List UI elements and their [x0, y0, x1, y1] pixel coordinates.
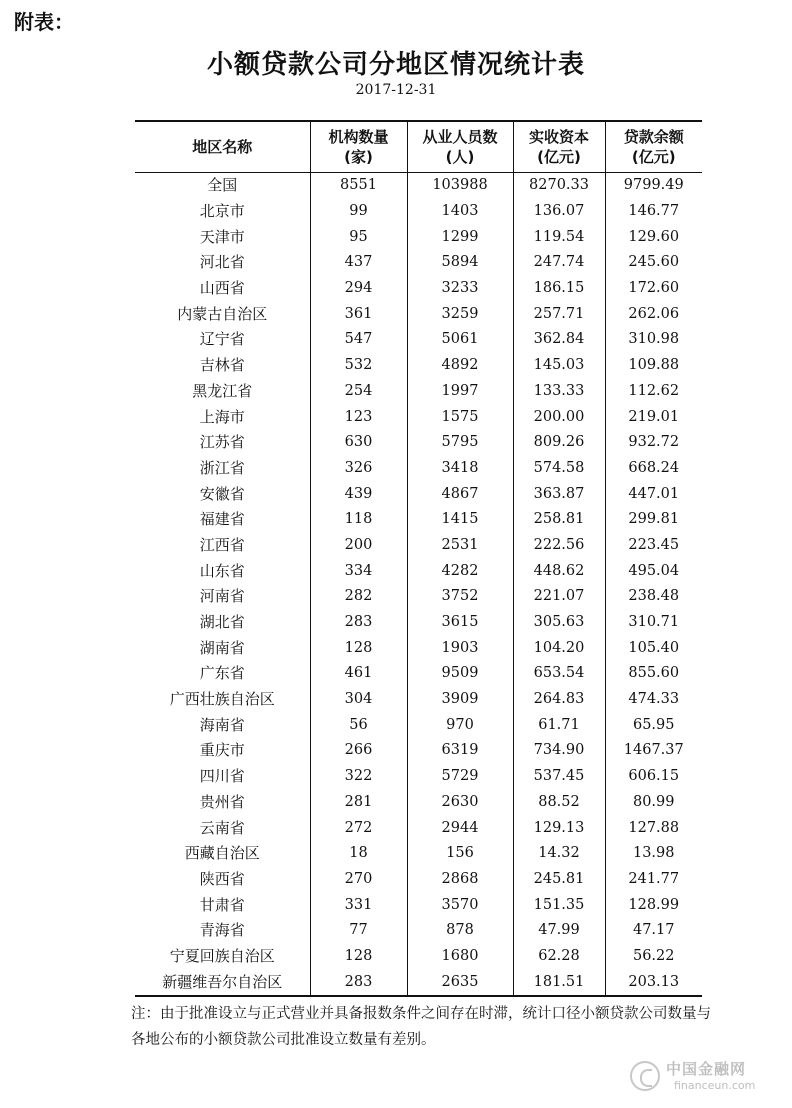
- table-row: [135, 610, 702, 636]
- cell-institutions: 331: [310, 892, 407, 918]
- cell-loan-balance: 241.77: [605, 867, 702, 893]
- cell-region: 河南省: [199, 587, 245, 606]
- cell-employees: 2868: [407, 867, 513, 893]
- cell-institutions: 18: [310, 841, 407, 867]
- cell-institutions: 437: [310, 250, 407, 276]
- cell-institutions: 283: [310, 969, 407, 996]
- cell-loan-balance: 80.99: [605, 790, 702, 816]
- cell-loan-balance: 13.98: [605, 841, 702, 867]
- cell-employees: 9509: [407, 661, 513, 687]
- cell-paid-in-capital: 809.26: [513, 430, 605, 456]
- cell-institutions: 123: [310, 404, 407, 430]
- table-row: [135, 892, 702, 918]
- header-capital-unit: (亿元): [537, 148, 581, 166]
- cell-institutions: 128: [310, 944, 407, 970]
- cell-institutions: 200: [310, 533, 407, 559]
- cell-paid-in-capital: 119.54: [513, 224, 605, 250]
- cell-region: 吉林省: [199, 356, 245, 375]
- cell-loan-balance: 172.60: [605, 276, 702, 302]
- table-row: [135, 790, 702, 816]
- cell-region: 内蒙古自治区: [177, 304, 268, 323]
- cell-paid-in-capital: 136.07: [513, 199, 605, 225]
- cell-region: 新疆维吾尔自治区: [162, 972, 283, 991]
- cell-institutions: 118: [310, 507, 407, 533]
- cell-region: 甘肃省: [199, 895, 245, 914]
- cell-loan-balance: 56.22: [605, 944, 702, 970]
- cell-institutions: 532: [310, 353, 407, 379]
- attachment-label: 附表：: [14, 10, 74, 34]
- table-row: [135, 379, 702, 405]
- cell-employees: 1403: [407, 199, 513, 225]
- cell-region: 河北省: [199, 253, 245, 272]
- cell-paid-in-capital: 448.62: [513, 558, 605, 584]
- table-row: [135, 918, 702, 944]
- cell-paid-in-capital: 62.28: [513, 944, 605, 970]
- cell-employees: 3909: [407, 687, 513, 713]
- header-capital-label: 实收资本: [528, 128, 589, 146]
- cell-institutions: 8551: [310, 173, 407, 199]
- cell-employees: 1299: [407, 224, 513, 250]
- cell-employees: 3752: [407, 584, 513, 610]
- cell-paid-in-capital: 145.03: [513, 353, 605, 379]
- cell-institutions: 266: [310, 738, 407, 764]
- table-row: [135, 764, 702, 790]
- cell-region: 青海省: [199, 921, 245, 940]
- cell-region: 陕西省: [199, 869, 245, 888]
- cell-region: 浙江省: [199, 458, 245, 477]
- cell-loan-balance: 310.98: [605, 327, 702, 353]
- cell-region: 北京市: [199, 202, 245, 221]
- cell-paid-in-capital: 221.07: [513, 584, 605, 610]
- cell-employees: 103988: [407, 173, 513, 199]
- cell-institutions: 95: [310, 224, 407, 250]
- cell-loan-balance: 112.62: [605, 379, 702, 405]
- cell-loan-balance: 1467.37: [605, 738, 702, 764]
- cell-institutions: 630: [310, 430, 407, 456]
- table-row: [135, 199, 702, 225]
- cell-loan-balance: 146.77: [605, 199, 702, 225]
- cell-paid-in-capital: 186.15: [513, 276, 605, 302]
- cell-region: 宁夏回族自治区: [169, 946, 275, 965]
- cell-loan-balance: 606.15: [605, 764, 702, 790]
- cell-institutions: 547: [310, 327, 407, 353]
- cell-employees: 4867: [407, 481, 513, 507]
- cell-loan-balance: 109.88: [605, 353, 702, 379]
- cell-region: 福建省: [199, 510, 245, 529]
- table-row: [135, 969, 702, 996]
- cell-paid-in-capital: 222.56: [513, 533, 605, 559]
- table-row: [135, 712, 702, 738]
- cell-employees: 1903: [407, 635, 513, 661]
- cell-loan-balance: 219.01: [605, 404, 702, 430]
- cell-region: 海南省: [199, 715, 245, 734]
- cell-paid-in-capital: 574.58: [513, 456, 605, 482]
- cell-employees: 970: [407, 712, 513, 738]
- table-row: [135, 533, 702, 559]
- cell-paid-in-capital: 247.74: [513, 250, 605, 276]
- cell-paid-in-capital: 104.20: [513, 635, 605, 661]
- cell-region: 江苏省: [199, 433, 245, 452]
- header-institutions-unit: (家): [344, 148, 373, 166]
- cell-paid-in-capital: 245.81: [513, 867, 605, 893]
- cell-loan-balance: 127.88: [605, 815, 702, 841]
- header-institutions: [310, 121, 407, 173]
- footnote: 注：由于批准设立与正式营业并具备报数条件之间存在时滞，统计口径小额贷款公司数量与各地公布的小额贷款公司批准设立数量有差别。: [131, 1006, 711, 1048]
- cell-employees: 5729: [407, 764, 513, 790]
- cell-paid-in-capital: 8270.33: [513, 173, 605, 199]
- cell-loan-balance: 65.95: [605, 712, 702, 738]
- cell-institutions: 77: [310, 918, 407, 944]
- table-row: [135, 661, 702, 687]
- table-body: [135, 173, 702, 997]
- cell-paid-in-capital: 14.32: [513, 841, 605, 867]
- table-row: [135, 301, 702, 327]
- cell-institutions: 270: [310, 867, 407, 893]
- cell-institutions: 281: [310, 790, 407, 816]
- cell-paid-in-capital: 88.52: [513, 790, 605, 816]
- cell-region: 安徽省: [199, 484, 245, 503]
- table-header-row: [135, 121, 702, 173]
- cell-employees: 5894: [407, 250, 513, 276]
- cell-institutions: 254: [310, 379, 407, 405]
- cell-institutions: 128: [310, 635, 407, 661]
- cell-loan-balance: 855.60: [605, 661, 702, 687]
- cell-employees: 6319: [407, 738, 513, 764]
- table-row: [135, 173, 702, 199]
- cell-institutions: 99: [310, 199, 407, 225]
- cell-institutions: 322: [310, 764, 407, 790]
- table-row: [135, 353, 702, 379]
- cell-institutions: 56: [310, 712, 407, 738]
- cell-region: 江西省: [199, 535, 245, 554]
- cell-employees: 1680: [407, 944, 513, 970]
- cell-region: 黑龙江省: [192, 381, 253, 400]
- cell-employees: 3570: [407, 892, 513, 918]
- cell-employees: 156: [407, 841, 513, 867]
- table-row: [135, 327, 702, 353]
- cell-loan-balance: 238.48: [605, 584, 702, 610]
- watermark-logo-icon: [630, 1061, 660, 1091]
- cell-paid-in-capital: 653.54: [513, 661, 605, 687]
- cell-paid-in-capital: 133.33: [513, 379, 605, 405]
- table-row: [135, 687, 702, 713]
- cell-paid-in-capital: 200.00: [513, 404, 605, 430]
- table-row: [135, 276, 702, 302]
- cell-loan-balance: 495.04: [605, 558, 702, 584]
- cell-institutions: 283: [310, 610, 407, 636]
- table-row: [135, 558, 702, 584]
- statistics-table: [135, 120, 702, 997]
- report-date: 2017-12-31: [355, 82, 437, 98]
- cell-region: 广东省: [199, 664, 245, 683]
- header-employees-label: 从业人员数: [422, 128, 498, 146]
- header-employees-unit: (人): [445, 148, 475, 166]
- cell-loan-balance: 668.24: [605, 456, 702, 482]
- table-row: [135, 738, 702, 764]
- cell-employees: 2635: [407, 969, 513, 996]
- cell-paid-in-capital: 257.71: [513, 301, 605, 327]
- cell-loan-balance: 129.60: [605, 224, 702, 250]
- cell-region: 天津市: [199, 227, 245, 246]
- cell-loan-balance: 9799.49: [605, 173, 702, 199]
- cell-institutions: 461: [310, 661, 407, 687]
- table-row: [135, 507, 702, 533]
- header-region: [135, 121, 310, 173]
- cell-employees: 3259: [407, 301, 513, 327]
- header-paid-in-capital: [513, 121, 605, 173]
- table-row: [135, 456, 702, 482]
- cell-employees: 2531: [407, 533, 513, 559]
- table-row: [135, 430, 702, 456]
- cell-paid-in-capital: 61.71: [513, 712, 605, 738]
- cell-paid-in-capital: 129.13: [513, 815, 605, 841]
- table-row: [135, 944, 702, 970]
- table-row: [135, 404, 702, 430]
- cell-institutions: 272: [310, 815, 407, 841]
- cell-loan-balance: 223.45: [605, 533, 702, 559]
- cell-paid-in-capital: 305.63: [513, 610, 605, 636]
- cell-employees: 5061: [407, 327, 513, 353]
- cell-loan-balance: 262.06: [605, 301, 702, 327]
- header-institutions-label: 机构数量: [328, 128, 389, 146]
- page-title: 小额贷款公司分地区情况统计表: [206, 50, 585, 80]
- cell-paid-in-capital: 537.45: [513, 764, 605, 790]
- cell-loan-balance: 299.81: [605, 507, 702, 533]
- cell-region: 重庆市: [199, 741, 245, 760]
- cell-employees: 3615: [407, 610, 513, 636]
- table-row: [135, 815, 702, 841]
- header-loan-balance: [605, 121, 702, 173]
- cell-loan-balance: 447.01: [605, 481, 702, 507]
- header-loan-label: 贷款余额: [623, 128, 684, 146]
- cell-paid-in-capital: 734.90: [513, 738, 605, 764]
- cell-loan-balance: 932.72: [605, 430, 702, 456]
- table-row: [135, 224, 702, 250]
- cell-paid-in-capital: 258.81: [513, 507, 605, 533]
- cell-employees: 3233: [407, 276, 513, 302]
- cell-institutions: 294: [310, 276, 407, 302]
- cell-institutions: 439: [310, 481, 407, 507]
- cell-region: 湖北省: [199, 613, 245, 632]
- cell-paid-in-capital: 362.84: [513, 327, 605, 353]
- cell-region: 云南省: [199, 818, 245, 837]
- cell-region: 四川省: [199, 767, 245, 786]
- watermark-name: 中国金融网: [666, 1060, 747, 1078]
- table-row: [135, 584, 702, 610]
- cell-paid-in-capital: 47.99: [513, 918, 605, 944]
- cell-loan-balance: 203.13: [605, 969, 702, 996]
- cell-loan-balance: 310.71: [605, 610, 702, 636]
- cell-loan-balance: 105.40: [605, 635, 702, 661]
- cell-institutions: 282: [310, 584, 407, 610]
- cell-region: 广西壮族自治区: [169, 690, 275, 709]
- watermark: [630, 1058, 778, 1096]
- cell-loan-balance: 474.33: [605, 687, 702, 713]
- cell-employees: 2944: [407, 815, 513, 841]
- cell-employees: 4892: [407, 353, 513, 379]
- cell-employees: 1997: [407, 379, 513, 405]
- cell-paid-in-capital: 181.51: [513, 969, 605, 996]
- cell-loan-balance: 128.99: [605, 892, 702, 918]
- cell-institutions: 304: [310, 687, 407, 713]
- cell-institutions: 334: [310, 558, 407, 584]
- table-row: [135, 841, 702, 867]
- cell-region: 山西省: [199, 279, 245, 298]
- cell-region: 全国: [207, 176, 238, 195]
- cell-loan-balance: 47.17: [605, 918, 702, 944]
- cell-region: 湖南省: [199, 638, 245, 657]
- cell-region: 西藏自治区: [184, 844, 260, 863]
- cell-employees: 5795: [407, 430, 513, 456]
- cell-region: 贵州省: [199, 792, 245, 811]
- table-row: [135, 867, 702, 893]
- cell-paid-in-capital: 264.83: [513, 687, 605, 713]
- cell-employees: 3418: [407, 456, 513, 482]
- cell-employees: 4282: [407, 558, 513, 584]
- watermark-domain: financeun.com: [674, 1079, 756, 1092]
- table-row: [135, 481, 702, 507]
- cell-paid-in-capital: 151.35: [513, 892, 605, 918]
- cell-employees: 1415: [407, 507, 513, 533]
- cell-institutions: 326: [310, 456, 407, 482]
- cell-loan-balance: 245.60: [605, 250, 702, 276]
- cell-employees: 878: [407, 918, 513, 944]
- cell-employees: 2630: [407, 790, 513, 816]
- cell-region: 上海市: [199, 407, 245, 426]
- cell-institutions: 361: [310, 301, 407, 327]
- header-region-label: 地区名称: [192, 138, 253, 156]
- header-loan-unit: (亿元): [631, 148, 676, 166]
- table-row: [135, 635, 702, 661]
- cell-employees: 1575: [407, 404, 513, 430]
- header-employees: [407, 121, 513, 173]
- cell-paid-in-capital: 363.87: [513, 481, 605, 507]
- table-row: [135, 250, 702, 276]
- cell-region: 山东省: [199, 561, 245, 580]
- cell-region: 辽宁省: [199, 330, 245, 349]
